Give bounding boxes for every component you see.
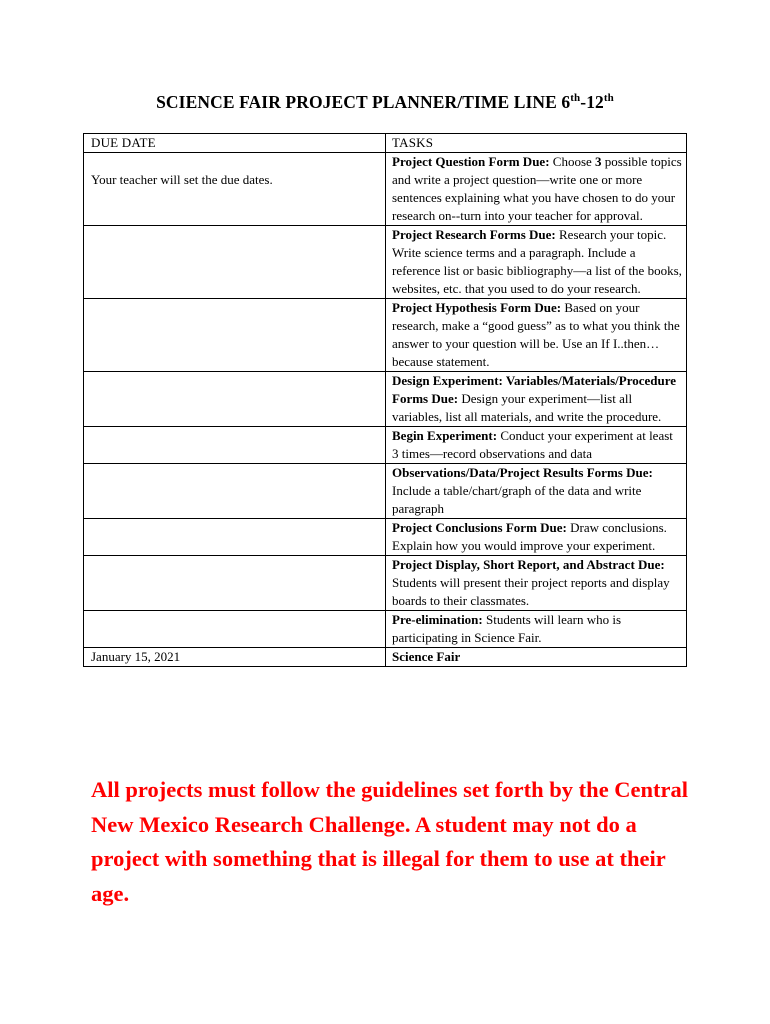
- task-emphasis: 3: [595, 154, 602, 169]
- due-date-cell: [84, 556, 386, 611]
- task-description: Research your topic. Write science terms and a paragraph. Include a reference list or basic bibliography—a list of the books, websites, etc. that you used to do your research.: [392, 227, 682, 296]
- due-date-cell: [84, 372, 386, 427]
- task-title: Project Research Forms Due:: [392, 227, 556, 242]
- table-header-row: [84, 134, 687, 153]
- task-description: Design your experiment—list all variables, list all materials, and write the procedure.: [392, 391, 662, 424]
- due-date-cell: [84, 226, 386, 299]
- task-cell: [386, 153, 687, 226]
- due-date-cell: [84, 519, 386, 556]
- due-date-cell: [84, 464, 386, 519]
- task-title: Project Display, Short Report, and Abstract Due:: [392, 557, 665, 572]
- table-row: [84, 648, 687, 667]
- table-row: [84, 299, 687, 372]
- due-date-header: DUE DATE: [84, 134, 386, 153]
- title-superscript-start: th: [570, 92, 581, 104]
- task-description: Draw conclusions. Explain how you would improve your experiment.: [392, 520, 667, 553]
- due-date-cell: [84, 611, 386, 648]
- guidelines-notice: All projects must follow the guidelines set forth by the Central New Mexico Research Challenge. A student may not do a project with something that is illegal for them to use at their age.: [91, 777, 689, 906]
- title-main: SCIENCE FAIR PROJECT PLANNER/TIME LINE 6: [156, 92, 571, 112]
- table-row: [84, 519, 687, 556]
- table-row: [84, 427, 687, 464]
- due-date-cell: [84, 299, 386, 372]
- task-description-continued: possible topics and write a project question—write one or more sentences explaining what you have chosen to do your research on--turn into your teacher for approval.: [392, 154, 682, 223]
- due-date-cell: January 15, 2021: [84, 648, 386, 667]
- task-description: Students will learn who is participating in Science Fair.: [392, 612, 622, 645]
- task-cell: [386, 427, 687, 464]
- page-title: [0, 92, 770, 113]
- planner-table: [83, 133, 687, 667]
- due-date-cell: [84, 427, 386, 464]
- table-row: [84, 153, 687, 226]
- task-description: Based on your research, make a “good guess” as to what you think the answer to your question will be. Use an If I..then…because statement.: [392, 300, 680, 369]
- task-title: Project Hypothesis Form Due:: [392, 300, 562, 315]
- task-cell: [386, 299, 687, 372]
- tasks-header: TASKS: [386, 134, 687, 153]
- task-cell: [386, 464, 687, 519]
- title-superscript-end: th: [603, 92, 614, 104]
- task-description: Conduct your experiment at least 3 times—record observations and data: [392, 428, 673, 461]
- task-cell: [386, 226, 687, 299]
- due-date-note: Your teacher will set the due dates.: [91, 172, 273, 187]
- task-title: Project Conclusions Form Due:: [392, 520, 567, 535]
- task-description: Students will present their project reports and display boards to their classmates.: [392, 575, 670, 608]
- task-description: Include a table/chart/graph of the data and write paragraph: [392, 483, 642, 516]
- task-title: Begin Experiment:: [392, 428, 498, 443]
- table-row: [84, 226, 687, 299]
- task-description: Choose: [549, 154, 596, 169]
- table-row: [84, 464, 687, 519]
- due-date-cell: [84, 153, 386, 226]
- task-cell: [386, 648, 687, 667]
- task-cell: [386, 519, 687, 556]
- table-row: [84, 556, 687, 611]
- task-cell: [386, 611, 687, 648]
- task-title: Science Fair: [392, 649, 461, 664]
- task-cell: [386, 372, 687, 427]
- table-row: [84, 611, 687, 648]
- task-title: Observations/Data/Project Results Forms Due:: [392, 465, 653, 480]
- task-cell: [386, 556, 687, 611]
- task-title: Pre-elimination:: [392, 612, 483, 627]
- task-title: Project Question Form Due:: [392, 154, 550, 169]
- title-range-end: -12: [580, 92, 604, 112]
- table-row: [84, 372, 687, 427]
- task-title: Design Experiment: Variables/Materials/Procedure Forms Due:: [392, 373, 677, 406]
